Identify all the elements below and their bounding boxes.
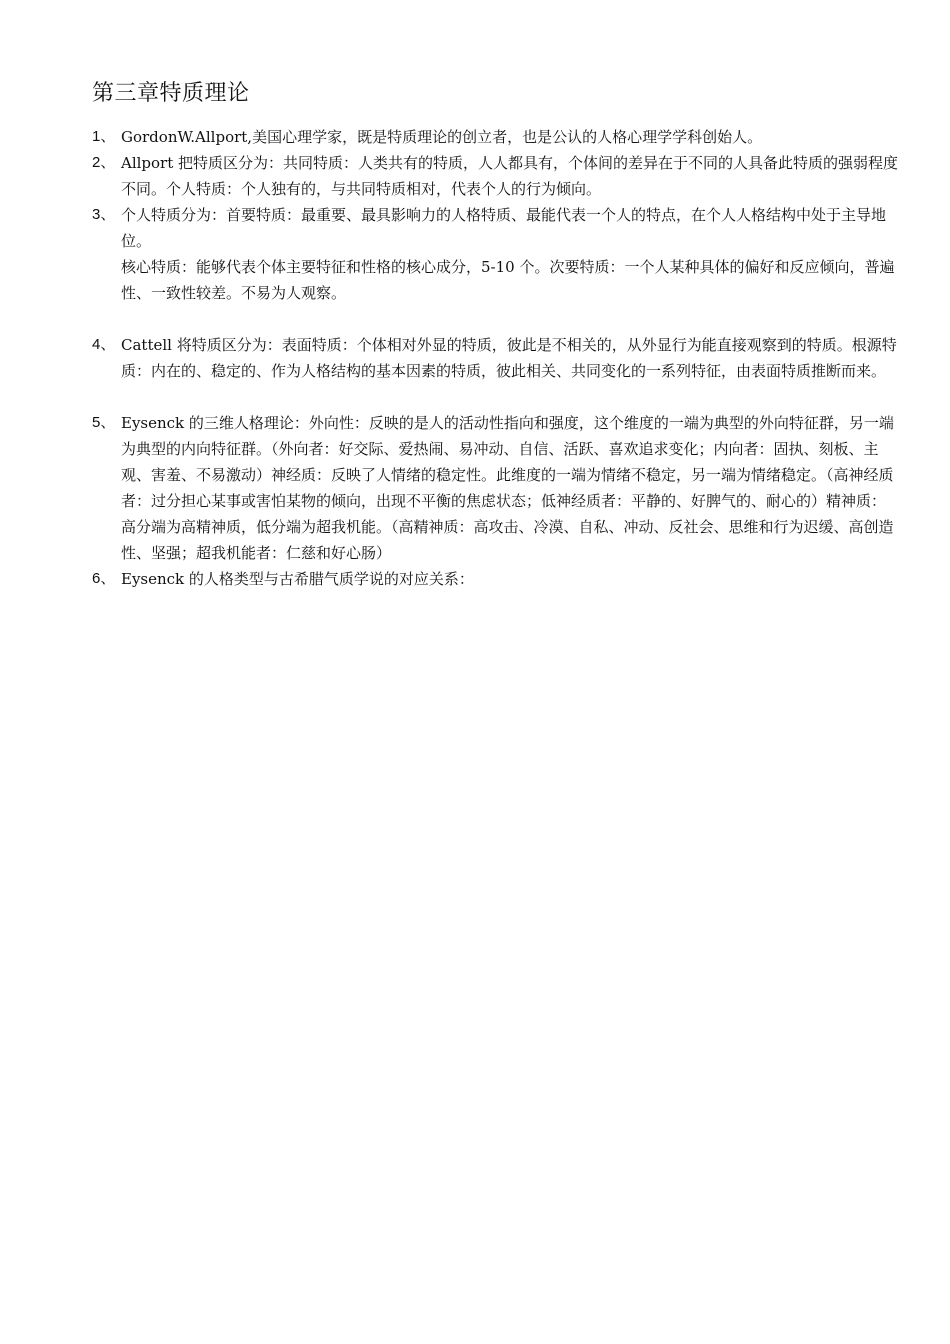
list-item-6 xyxy=(92,566,900,592)
chapter-title: 第三章特质理论 xyxy=(92,81,250,106)
item-number: 4、 xyxy=(92,336,116,353)
list-item-5 xyxy=(92,410,900,566)
item-text-continued: 核心特质：能够代表个体主要特征和性格的核心成分，5-10 个。次要特质：一个人某种具体的偏好和反应倾向，普遍性、一致性较差。不易为人观察。 xyxy=(121,258,895,302)
item-number: 5、 xyxy=(92,414,116,431)
item-text: GordonW.Allport,美国心理学家，既是特质理论的创立者，也是公认的人格心理学学科创始人。 xyxy=(121,128,763,146)
list-item-4 xyxy=(92,332,900,384)
item-text: Allport 把特质区分为：共同特质：人类共有的特质，人人都具有，个体间的差异在于不同的人具备此特质的强弱程度不同。个人特质：个人独有的，与共同特质相对，代表个人的行为倾向。 xyxy=(121,154,899,198)
item-number: 6、 xyxy=(92,570,116,587)
list-item-2 xyxy=(92,150,900,202)
item-text: Cattell 将特质区分为：表面特质：个体相对外显的特质，彼此是不相关的，从外显行为能直接观察到的特质。根源特质：内在的、稳定的、作为人格结构的基本因素的特质，彼此相关、共同变化的一系列特征，由表面特质推断而来。 xyxy=(121,336,897,380)
item-number: 2、 xyxy=(92,154,116,171)
document-page xyxy=(92,74,900,592)
list-item-3 xyxy=(92,202,900,306)
item-text: Eysenck 的三维人格理论：外向性：反映的是人的活动性指向和强度，这个维度的一端为典型的外向特征群，另一端为典型的内向特征群。（外向者：好交际、爱热闹、易冲动、自信、活跃、喜欢追求变化；内向者：固执、刻板、主观、害羞、不易激动）神经质：反映了人情绪的稳定性。此维度的一端为情绪不稳定，另一端为情绪稳定。（高神经质者：过分担心某事或害怕某物的倾向，出现不平衡的焦虑状态；低神经质者：平静的、好脾气的、耐心的）精神质：高分端为高精神质，低分端为超我机能。（高精神质：高攻击、冷漠、自私、冲动、反社会、思维和行为迟缓、高创造性、坚强；超我机能者：仁慈和好心肠） xyxy=(121,414,894,562)
list-item-1 xyxy=(92,124,900,150)
item-text: Eysenck 的人格类型与古希腊气质学说的对应关系： xyxy=(121,570,474,588)
item-text: 个人特质分为：首要特质：最重要、最具影响力的人格特质、最能代表一个人的特点，在个人人格结构中处于主导地位。 xyxy=(121,206,887,250)
item-number: 3、 xyxy=(92,206,116,223)
item-number: 1、 xyxy=(92,128,116,145)
